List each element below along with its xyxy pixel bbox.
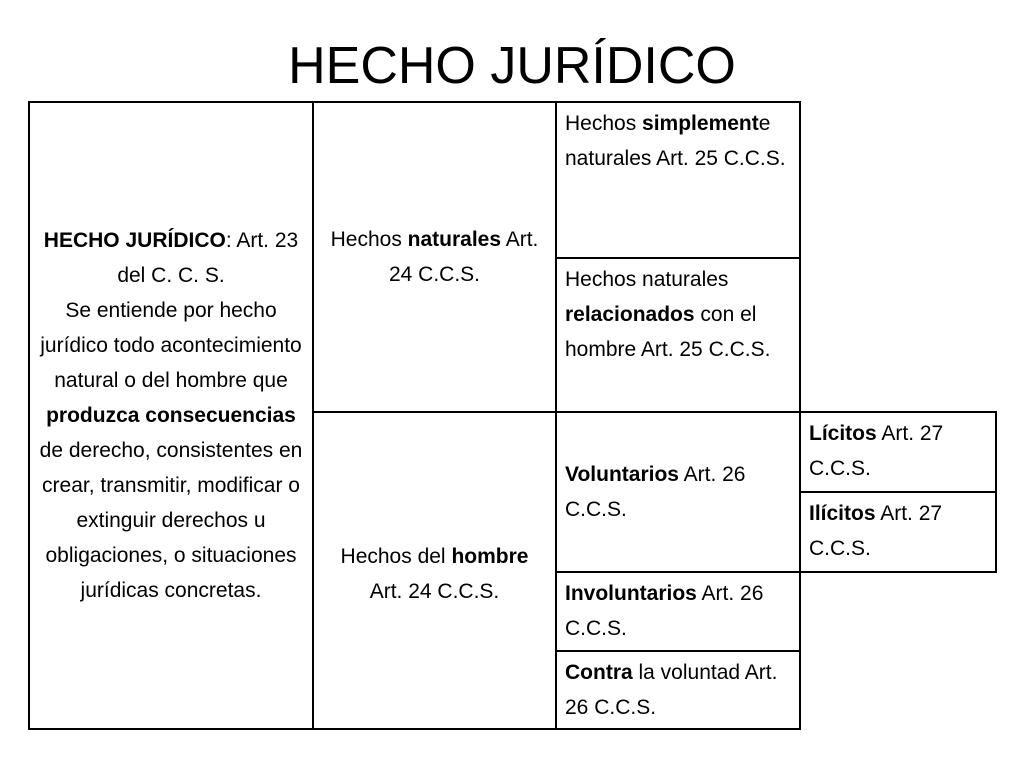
hechos-relacionados-cell — [555, 257, 801, 413]
hechos-naturales-bold: naturales — [407, 228, 502, 251]
licitos-cell — [799, 411, 997, 493]
voluntarios-post: Art. 26 C.C.S. — [565, 463, 746, 521]
licitos-bold: Lícitos — [809, 422, 877, 445]
ilicitos-post: Art. 27 C.C.S. — [809, 502, 943, 560]
contra-post: la voluntad Art. 26 C.C.S. — [565, 661, 778, 719]
relacionados-bold: relacionados — [565, 303, 695, 326]
voluntarios-text — [565, 457, 793, 527]
hechos-hombre-bold: hombre — [451, 544, 529, 568]
definition-body-bold: produzca consecuencias — [46, 404, 296, 427]
definition-body-b: de derecho, consistentes en crear, transmitir, modificar o extinguir derechos u obligaciones, o situaciones jurídicas concretas. — [39, 439, 303, 602]
simplemente-post: e naturales Art. 25 C.C.S. — [565, 112, 786, 170]
hechos-naturales-text — [320, 222, 549, 292]
hecho-juridico-definition-cell — [28, 101, 314, 730]
definition-body-a: Se entiende por hecho jurídico todo acontecimiento natural o del hombre que — [40, 299, 302, 392]
definition-text — [36, 223, 306, 608]
hechos-hombre-cell — [312, 411, 557, 730]
hechos-naturales-cell — [312, 101, 557, 413]
hechos-simplemente-naturales-cell — [555, 101, 801, 259]
contra-bold: Contra — [565, 661, 633, 684]
relacionados-pre: Hechos naturales — [565, 268, 729, 291]
hechos-hombre-text — [320, 539, 549, 609]
voluntarios-cell — [555, 411, 801, 573]
simplemente-pre: Hechos — [565, 112, 643, 135]
page-title: HECHO JURÍDICO — [288, 37, 736, 95]
involuntarios-cell — [555, 571, 801, 652]
hechos-hombre-post: Art. 24 C.C.S. — [369, 579, 500, 603]
simplemente-bold: simplement — [642, 112, 759, 135]
licitos-post: Art. 27 C.C.S. — [809, 422, 944, 480]
ilicitos-bold: Ilícitos — [809, 502, 876, 525]
hechos-naturales-post: Art. 24 C.C.S. — [388, 228, 539, 286]
involuntarios-bold: Involuntarios — [565, 582, 697, 605]
definition-article: : Art. 23 del C. C. S. — [117, 229, 299, 287]
contra-voluntad-cell — [555, 650, 801, 730]
hechos-naturales-pre: Hechos — [330, 228, 408, 251]
relacionados-post: con el hombre Art. 25 C.C.S. — [565, 303, 771, 361]
definition-heading: HECHO JURÍDICO — [43, 229, 226, 252]
ilicitos-cell — [799, 491, 997, 573]
hechos-hombre-pre: Hechos del — [340, 544, 452, 568]
voluntarios-bold: Voluntarios — [565, 463, 679, 486]
involuntarios-post: Art. 26 C.C.S. — [565, 582, 764, 640]
